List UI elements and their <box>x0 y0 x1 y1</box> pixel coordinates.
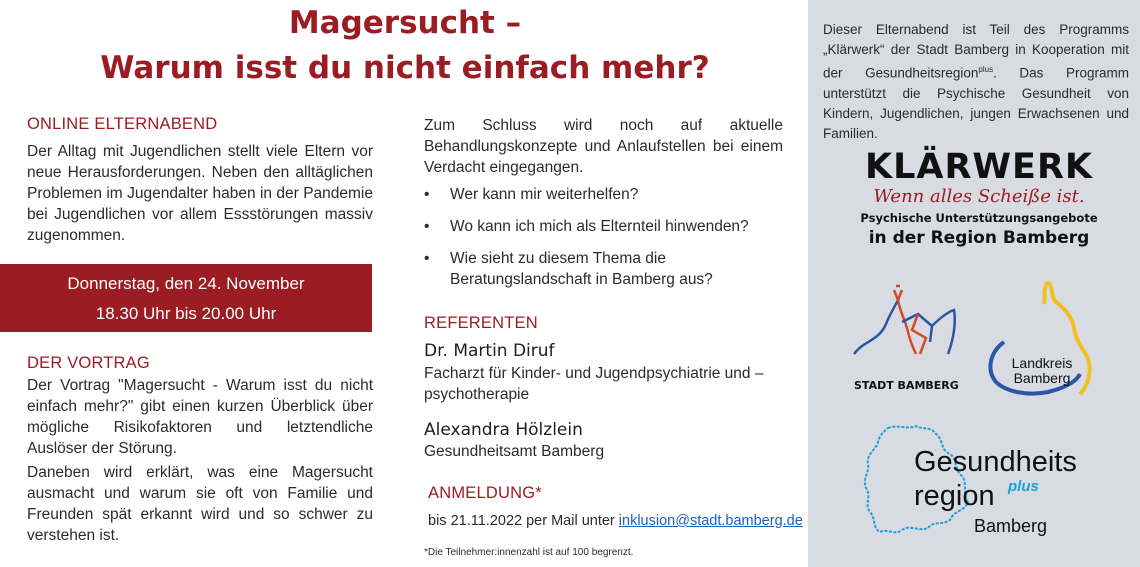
bullet-icon: • <box>424 250 430 267</box>
sidebar-text: Dieser Elternabend ist Teil des Programms „Klärwerk“ der Stadt Bamberg in Kooperation mit der Gesundheitsregion$^{plus}$. Das Programm unterstützt die Psychische Gesundheit von Kindern, Jugendlichen, jungen Erwachsenen und Familien. <box>823 22 1129 141</box>
stadt-bamberg-label: STADT BAMBERG <box>854 379 959 392</box>
landkreis-label-line1: Landkreis <box>1011 355 1073 371</box>
landkreis-bamberg-logo <box>984 278 1102 408</box>
stadt-bamberg-logo <box>846 282 966 392</box>
klaerwerk-sub1: Psychische Unterstützungsangebote <box>860 211 1098 225</box>
registration-line: bis 21.11.2022 per Mail unter inklusion@stadt.bamberg.de <box>428 513 803 529</box>
event-time: 18.30 Uhr bis 20.00 Uhr <box>95 304 277 323</box>
list-item: • Wie sieht zu diesem Thema die Beratungslandschaft in Bamberg aus? <box>424 250 713 288</box>
speaker2-name: Alexandra Hölzlein <box>424 420 583 440</box>
footnote: *Die Teilnehmer:innenzahl ist auf 100 begrenzt. <box>424 547 634 558</box>
bullet-icon: • <box>424 186 430 203</box>
landkreis-label-line2: Bamberg <box>1013 370 1071 386</box>
registration-date: 21.11.2022 <box>450 513 523 529</box>
closing-paragraph: Zum Schluss wird noch auf aktuelle Behandlungskonzepte und Anlaufstellen bei einem Verdacht eingegangen. <box>424 117 783 176</box>
list-item: • Wer kann mir weiterhelfen? <box>424 186 639 203</box>
intro-paragraph: Der Alltag mit Jugendlichen stellt viele Eltern vor neue Herausforderungen. Neben den alltäglichen Problemen im Jugendalter haben in der Pandemie bei Jugendlichen vor allem Essstörungen massiv zugenommen. <box>27 143 373 244</box>
gesundheits-plus: plus <box>1008 478 1039 495</box>
registration-email-link[interactable]: inklusion@stadt.bamberg.de <box>618 513 803 529</box>
gesundheitsregion-logo <box>858 420 1108 550</box>
page-title-line2: Warum isst du nicht einfach mehr? <box>100 50 710 86</box>
gesundheits-bamberg: Bamberg <box>974 516 1048 536</box>
page-title-line1: Magersucht – <box>288 5 522 41</box>
klaerwerk-logo <box>852 148 1106 252</box>
klaerwerk-wordmark: KLÄRWERK <box>864 147 1094 187</box>
klaerwerk-sub2: in der Region Bamberg <box>868 228 1090 248</box>
talk-paragraph-2: Daneben wird erklärt, was eine Magersucht ausmacht und warum sie oft von Familie und Freunden spät erkannt wird und so schwer zu verstehen ist. <box>27 464 373 544</box>
landkreis-emblem-icon <box>984 278 1102 408</box>
der-vortrag-heading: DER VORTRAG <box>27 354 150 372</box>
speaker1-name: Dr. Martin Diruf <box>424 341 555 361</box>
question-list <box>424 184 784 301</box>
anmeldung-heading: ANMELDUNG* <box>428 484 542 502</box>
bullet-icon: • <box>424 218 430 235</box>
klaerwerk-slogan: Wenn alles Scheiße ist. <box>873 186 1085 207</box>
stadt-bamberg-emblem-icon <box>846 282 966 372</box>
date-band <box>0 264 372 332</box>
list-item: • Wo kann ich mich als Elternteil hinwenden? <box>424 218 749 235</box>
talk-paragraph-1: Der Vortrag "Magersucht - Warum isst du nicht einfach mehr?" gibt einen kurzen Überblick über mögliche Risikofaktoren und letztendliche Auslöser der Störung. <box>27 377 373 457</box>
gesundheits-wordmark-line1: Gesundheits <box>914 446 1077 478</box>
online-elternabend-heading: ONLINE ELTERNABEND <box>27 115 218 133</box>
gesundheits-wordmark-line2: region <box>914 480 995 512</box>
speaker1-role: Facharzt für Kinder- und Jugendpsychiatrie und –psychotherapie <box>424 365 764 403</box>
referenten-heading: REFERENTEN <box>424 314 538 332</box>
event-date: Donnerstag, den 24. November <box>67 274 305 293</box>
speaker2-role: Gesundheitsamt Bamberg <box>424 443 605 460</box>
